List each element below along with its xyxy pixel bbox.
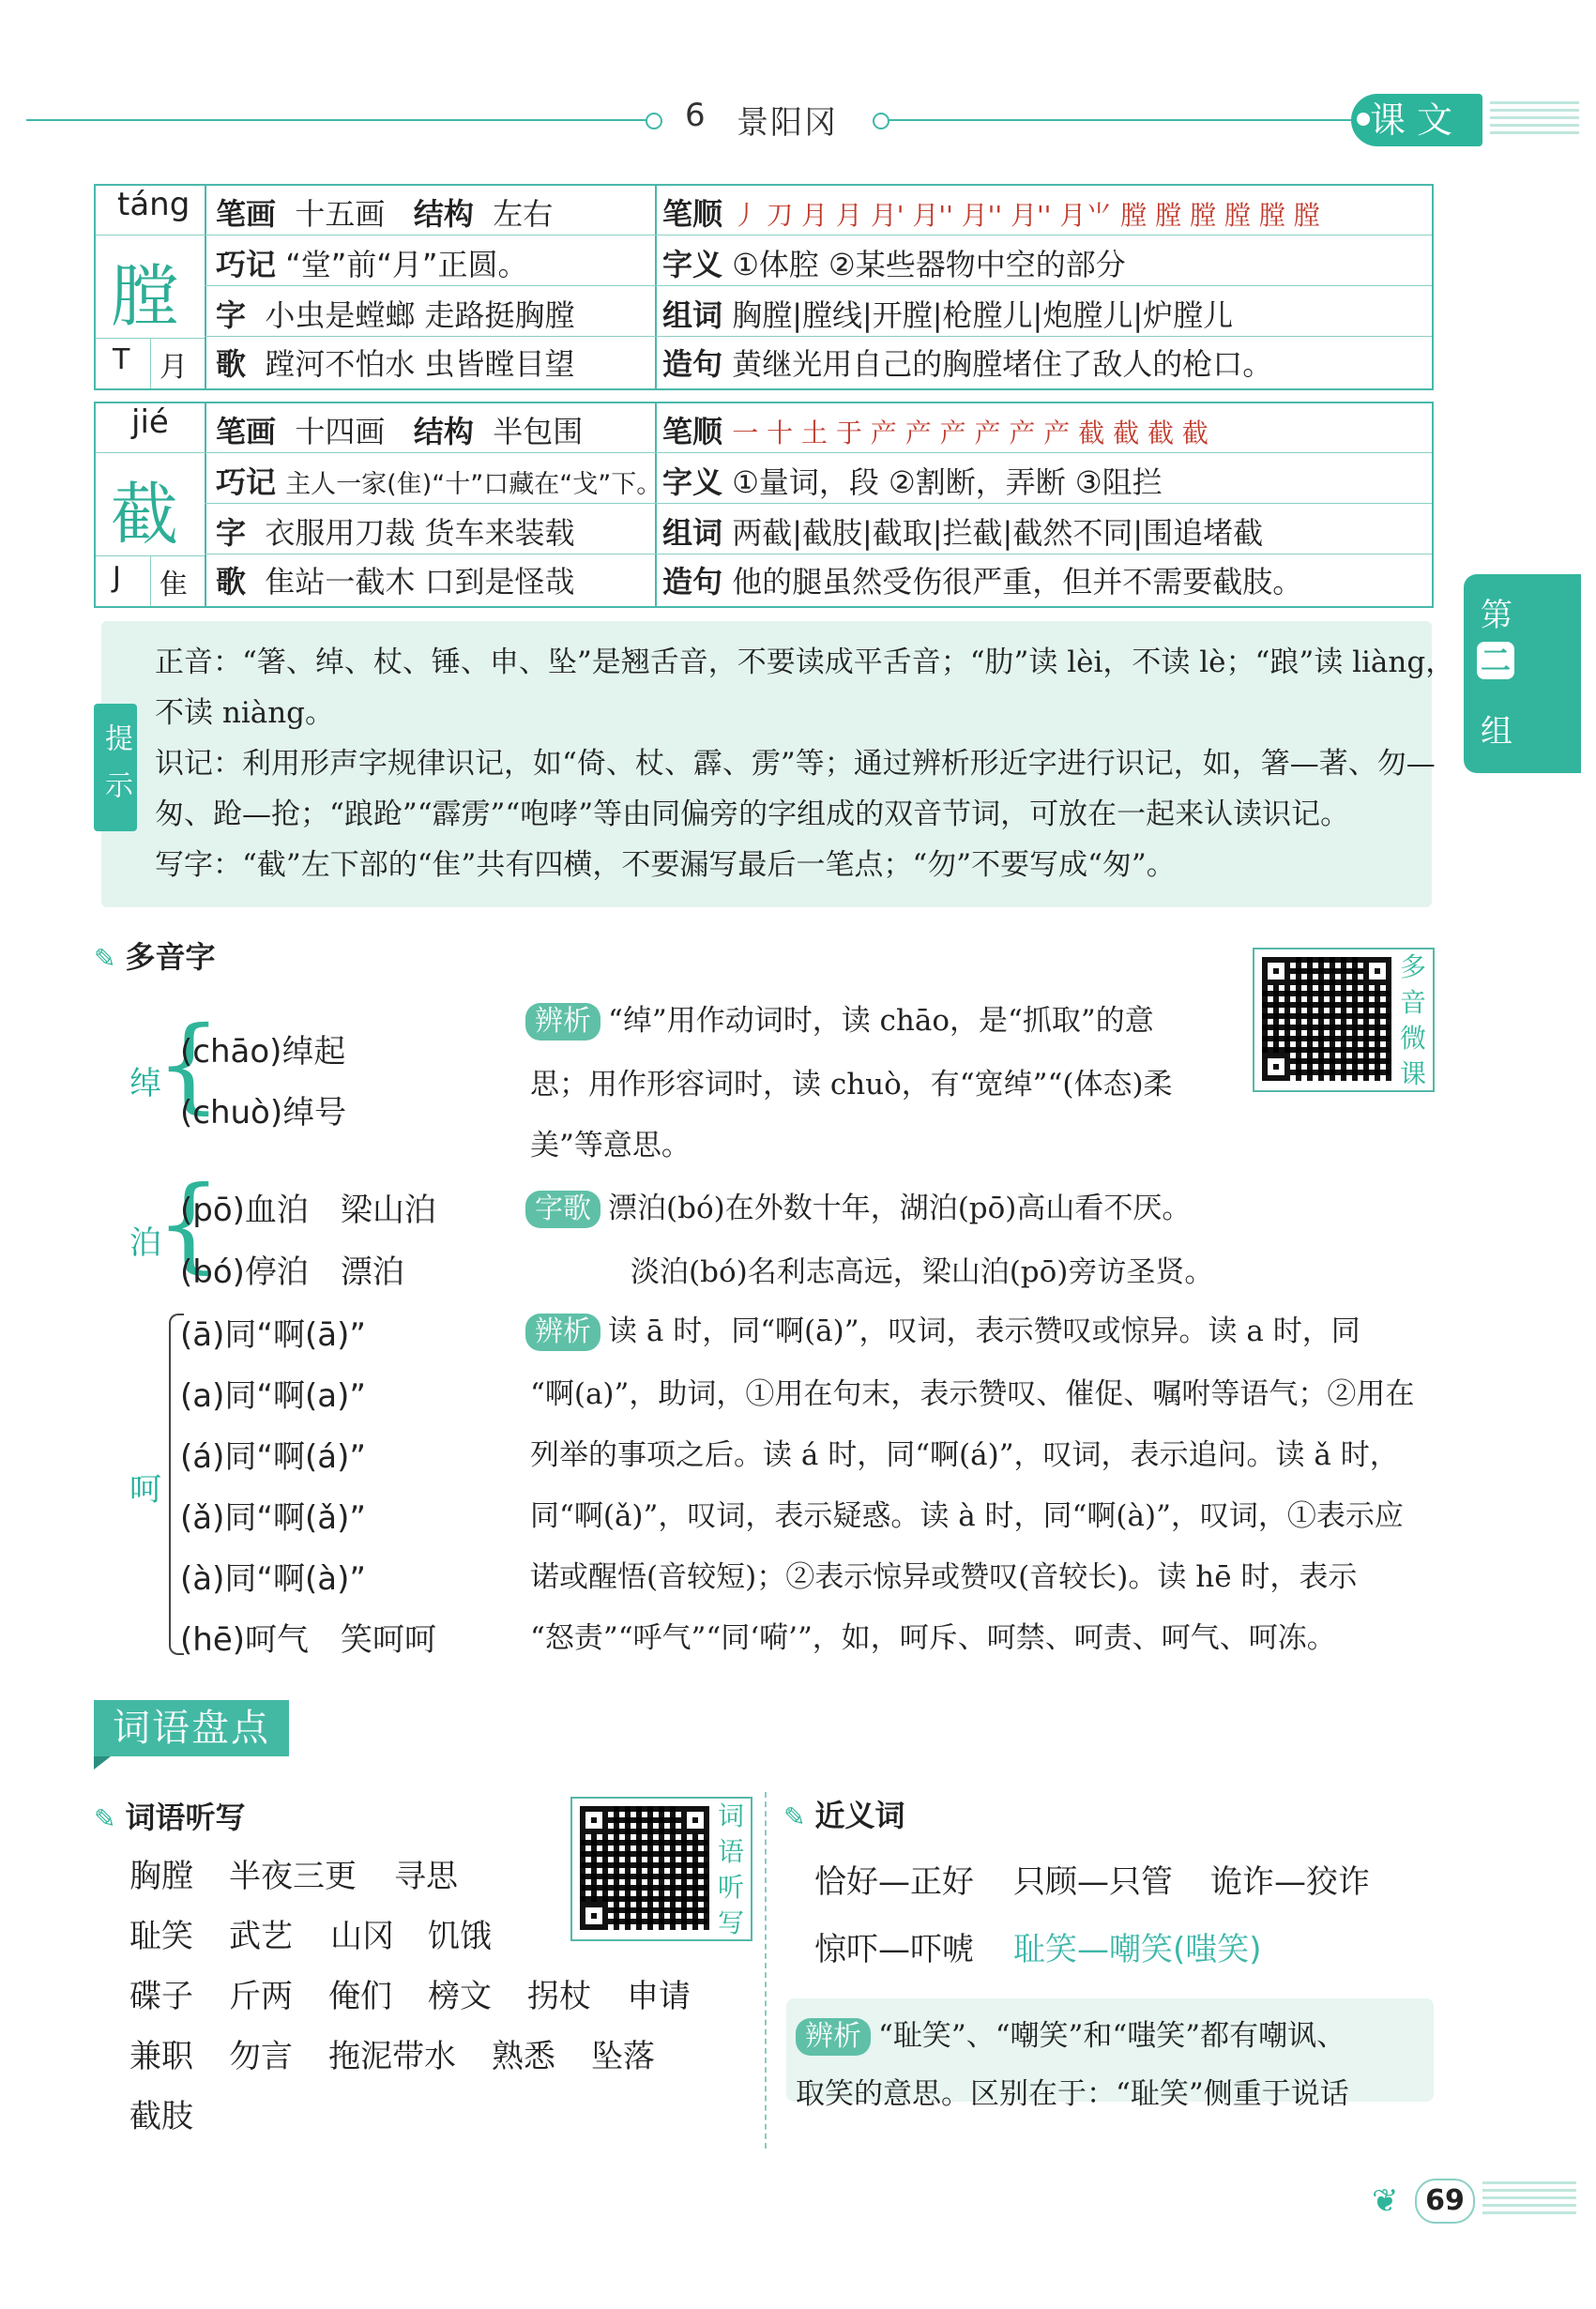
analysis-tag: 辨析 <box>525 1003 600 1041</box>
section-badge: 课文 <box>1351 94 1482 146</box>
char1-strokes-row: 笔画 十五画 结构 左右 <box>216 196 554 232</box>
a-analysis-5: 诺或醒悟(音较短)；②表示惊异或赞叹(音较长)。读 hē 时，表示 <box>530 1560 1358 1594</box>
char2-memo-row: 巧记 主人一家(隹)“十”口藏在“戈”下。 <box>216 464 662 500</box>
po-reading-1: (pō)血泊 梁山泊 <box>180 1192 436 1229</box>
chuo-analysis-2: 思；用作形容词时，读 chuò，有“宽绰”“(体态)柔 <box>530 1068 1173 1101</box>
vocab-word: 拖泥带水 <box>328 2038 456 2075</box>
badge-dot <box>1357 113 1370 126</box>
char1-sentence: 造句 黄继光用自己的胸膛堵住了敌人的枪口。 <box>662 346 1273 382</box>
synonym-analysis-1: 辨析 “耻笑”、“嘲笑”和“嗤笑”都有嘲讽、 <box>796 2012 1345 2056</box>
tips-tab: 提示 <box>94 704 137 831</box>
po-char: 泊 <box>129 1224 161 1262</box>
a-analysis-6: “怒责”“呼气”“同‘嗬’”，如，呵斥、呵禁、呵责、呵气、呵冻。 <box>530 1621 1336 1655</box>
tip-line-3: 识记：利用形声字规律识记，如“倚、杖、霹、雳”等；通过辨析形近字进行识记，如，箸—著、勿— <box>155 747 1436 781</box>
a-reading-5: (à)同“啊(à)” <box>180 1560 366 1598</box>
char1-pinyin: táng <box>117 186 190 223</box>
char2-glyph: 截 <box>111 475 179 554</box>
header-dot-left <box>646 113 662 129</box>
dictation-title: ✎ 词语听写 <box>94 1800 246 1835</box>
vocab-banner: 词语盘点 <box>94 1700 289 1756</box>
side-tab-line1: 第 <box>1481 597 1512 634</box>
synonym-analysis-2: 取笑的意思。区别在于：“耻笑”侧重于说话 <box>796 2077 1349 2111</box>
char2-radical-letter: J <box>113 561 121 594</box>
header-dot-right <box>873 113 889 129</box>
a-reading-3: (á)同“啊(á)” <box>180 1438 366 1476</box>
char2-song-row1: 字 衣服用刀裁 货车来装载 <box>216 515 575 551</box>
header-rule-right <box>888 119 1353 121</box>
vocab-word: 截肢 <box>129 2098 193 2135</box>
a-reading-6: (hē)呵气 笑呵呵 <box>180 1621 436 1659</box>
tip-line-5: 写字：“截”左下部的“隹”共有四横，不要漏写最后一笔点；“勿”不要写成“匆”。 <box>155 848 1176 882</box>
lesson-number: 6 <box>685 97 706 134</box>
chuo-char: 绰 <box>129 1065 161 1102</box>
char2-song-row2: 歌 隹站一截木 口到是怪哉 <box>216 564 575 600</box>
po-song-2: 淡泊(bó)名利志高远，梁山泊(pō)旁访圣贤。 <box>631 1255 1214 1289</box>
vocab-word: 寻思 <box>394 1858 458 1895</box>
tip-line-1: 正音：“箸、绰、杖、锤、申、坠”是翘舌音，不要读成平舌音；“肋”读 lèi，不读 lè；“踉”读 liàng， <box>155 646 1455 679</box>
a-char: 呵 <box>129 1471 161 1509</box>
char2-stroke-order: 笔顺 一 十 土 于 产 产 产 产 产 产 截 截 截 截 <box>662 414 1208 449</box>
vocab-word: 勿言 <box>229 2038 293 2075</box>
vocab-word: 斤两 <box>229 1978 293 2015</box>
a-brace <box>169 1314 184 1655</box>
a-analysis-4: 同“啊(ǎ)”，叹词，表示疑惑。读 à 时，同“啊(à)”，叹词，①表示应 <box>530 1499 1404 1533</box>
char1-meaning: 字义 ①体腔 ②某些器物中空的部分 <box>662 247 1126 282</box>
pencil-icon-3: ✎ <box>783 1801 806 1832</box>
vocab-word: 饥饿 <box>428 1918 492 1955</box>
dictation-qr-label: 词语听写 <box>717 1800 744 1938</box>
tip-line-2: 不读 niàng。 <box>155 696 335 730</box>
po-reading-2: (bó)停泊 漂泊 <box>180 1253 404 1291</box>
vocab-word: 坠落 <box>591 2038 655 2075</box>
polyphone-qr-label: 多音微课 <box>1399 951 1426 1089</box>
char2-radical: 隹 <box>160 569 188 601</box>
char1-stroke-order: 笔顺 丿 刀 月 月 月' 月'' 月'' 月'' 月⺌ 膛 膛 膛 膛 膛 膛 <box>662 196 1320 232</box>
char1-song-row2: 歌 蹚河不怕水 虫皆瞠目望 <box>216 346 575 382</box>
vocab-word: 拐杖 <box>527 1978 591 2015</box>
a-analysis-3: 列举的事项之后。读 á 时，同“啊(á)”，叹词，表示追问。读 ǎ 时， <box>530 1438 1399 1472</box>
vocab-word: 半夜三更 <box>229 1858 357 1895</box>
synonym-pair: 诡诈—狡诈 <box>1210 1863 1370 1901</box>
unit-side-tab <box>1464 574 1581 773</box>
po-brace: { <box>156 1163 221 1284</box>
vocab-word: 胸膛 <box>129 1858 193 1895</box>
char2-strokes-row: 笔画 十四画 结构 半包围 <box>216 414 584 449</box>
char2-meaning: 字义 ①量词，段 ②割断，弄断 ③阻拦 <box>662 464 1163 500</box>
char1-radical: 月 <box>160 351 188 384</box>
char1-song-row1: 字 小虫是螳螂 走路挺胸膛 <box>216 297 575 333</box>
chuo-reading-2: (chuò)绰号 <box>180 1094 347 1132</box>
a-reading-2: (a)同“啊(a)” <box>180 1377 366 1415</box>
vocab-word: 榜文 <box>428 1978 492 2015</box>
char2-words: 组词 两截|截肢|截取|拦截|截然不同|围追堵截 <box>662 515 1264 551</box>
header-rule-left <box>26 119 653 121</box>
vocab-word: 熟悉 <box>492 2038 555 2075</box>
char1-memo-row: 巧记 “堂”前“月”正圆。 <box>216 247 528 282</box>
polyphone-qr[interactable] <box>1253 948 1435 1092</box>
vocab-word: 武艺 <box>229 1918 293 1955</box>
char1-words: 组词 胸膛|膛线|开膛|枪膛儿|炮膛儿|炉膛儿 <box>662 297 1234 333</box>
char2-pinyin: jié <box>131 403 169 441</box>
banner-tail <box>94 1756 111 1770</box>
page-number: 69 <box>1415 2179 1475 2224</box>
song-tag: 字歌 <box>525 1191 600 1228</box>
pencil-icon: ✎ <box>94 943 116 974</box>
po-song-1: 字歌 漂泊(bó)在外数十年，湖泊(pō)高山看不厌。 <box>525 1184 1191 1228</box>
vocab-word: 碟子 <box>129 1978 193 2015</box>
vocab-word: 俺们 <box>328 1978 392 2015</box>
vocab-word: 耻笑 <box>129 1918 193 1955</box>
char2-sentence: 造句 他的腿虽然受伤很严重，但并不需要截肢。 <box>662 564 1303 600</box>
synonym-pair: 恰好—正好 <box>814 1863 974 1901</box>
synonym-pair: 耻笑—嘲笑(嗤笑) <box>1013 1931 1262 1968</box>
leaf-icon: ❦ <box>1372 2182 1399 2220</box>
a-analysis-1: 辨析 读 ā 时，同“啊(ā)”，叹词，表示赞叹或惊异。读 a 时，同 <box>525 1307 1360 1351</box>
side-tab-line3: 组 <box>1481 713 1512 751</box>
a-reading-4: (ǎ)同“啊(ǎ)” <box>180 1499 366 1537</box>
char1-radical-letter: T <box>113 343 130 376</box>
dictation-qr[interactable] <box>570 1797 752 1941</box>
synonym-pair: 惊吓—吓唬 <box>814 1931 974 1968</box>
column-divider <box>765 1792 767 2149</box>
vocab-word: 申请 <box>627 1978 691 2015</box>
synonym-pair: 只顾—只管 <box>1013 1863 1173 1901</box>
vocab-word: 山冈 <box>330 1918 394 1955</box>
analysis-tag-3: 辨析 <box>796 2018 871 2056</box>
footer-stripes <box>1482 2181 1576 2215</box>
pencil-icon-2: ✎ <box>94 1803 116 1834</box>
tip-line-4: 匆、跄—抢；“踉跄”“霹雳”“咆哮”等由同偏旁的字组成的双音节词，可放在一起来认读识记。 <box>155 798 1350 831</box>
chuo-reading-1: (chāo)绰起 <box>180 1033 346 1071</box>
side-tab-line2: 二 <box>1477 642 1514 679</box>
chuo-analysis-1: 辨析 “绰”用作动词时，读 chāo，是“抓取”的意 <box>525 996 1154 1041</box>
chuo-brace: { <box>156 1004 221 1124</box>
lesson-title: 景阳冈 <box>737 104 838 142</box>
a-analysis-2: “啊(a)”，助词，①用在句末，表示赞叹、催促、嘱咐等语气；②用在 <box>530 1377 1415 1411</box>
analysis-tag-2: 辨析 <box>525 1314 600 1351</box>
chuo-analysis-3: 美”等意思。 <box>530 1129 691 1162</box>
char1-glyph: 膛 <box>111 257 179 336</box>
a-reading-1: (ā)同“啊(ā)” <box>180 1316 366 1354</box>
synonyms-title: ✎ 近义词 <box>783 1798 905 1833</box>
vocab-word: 兼职 <box>129 2038 193 2075</box>
polyphone-title: ✎ 多音字 <box>94 939 216 975</box>
header-stripes <box>1490 101 1579 139</box>
